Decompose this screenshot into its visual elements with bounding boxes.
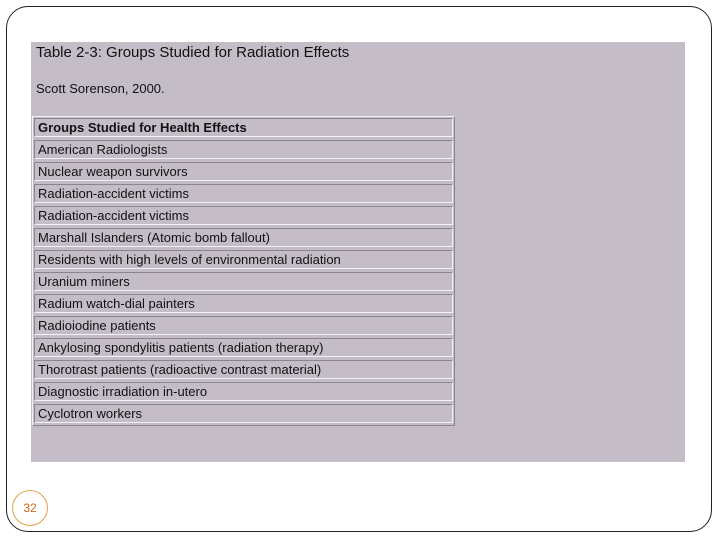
table-row: Residents with high levels of environmental radiation	[34, 250, 453, 269]
table-row: Radiation-accident victims	[34, 206, 453, 225]
table-row: Nuclear weapon survivors	[34, 162, 453, 181]
table-row: Thorotrast patients (radioactive contrast material)	[34, 360, 453, 379]
table-row: Radiation-accident victims	[34, 184, 453, 203]
table-row: Radium watch-dial painters	[34, 294, 453, 313]
table-title: Table 2-3: Groups Studied for Radiation Effects	[36, 44, 350, 61]
groups-table	[32, 116, 455, 426]
table-row: Marshall Islanders (Atomic bomb fallout)	[34, 228, 453, 247]
table-row: Cyclotron workers	[34, 404, 453, 423]
table-header-cell: Groups Studied for Health Effects	[34, 118, 453, 137]
page-number-badge: 32	[12, 490, 48, 526]
scanned-table-image	[31, 42, 685, 462]
table-row: American Radiologists	[34, 140, 453, 159]
source-citation: Scott Sorenson, 2000.	[36, 81, 165, 96]
table-row: Radioiodine patients	[34, 316, 453, 335]
table-row: Diagnostic irradiation in-utero	[34, 382, 453, 401]
table-row: Ankylosing spondylitis patients (radiation therapy)	[34, 338, 453, 357]
table-row: Uranium miners	[34, 272, 453, 291]
